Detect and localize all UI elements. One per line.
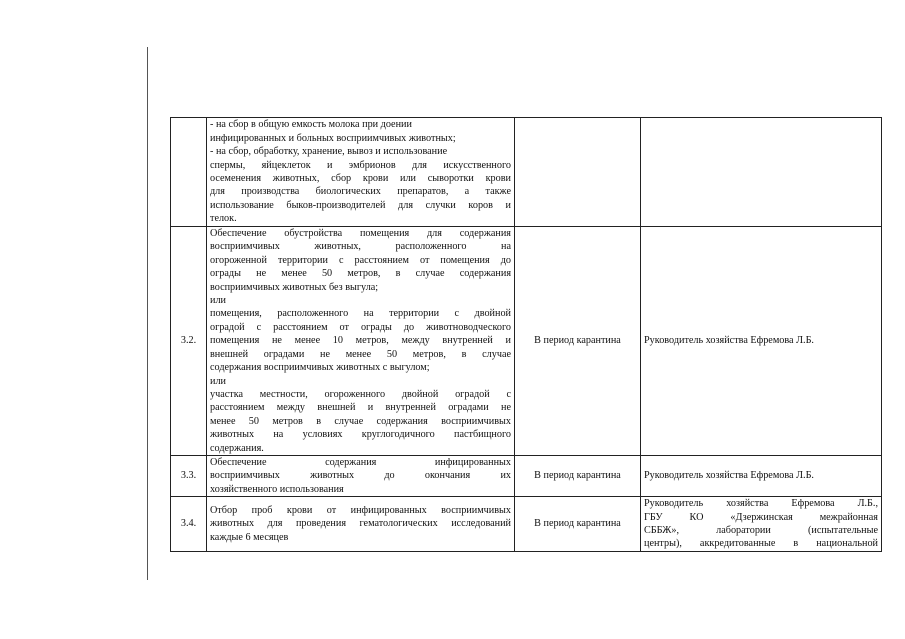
period-cell: В период карантина	[515, 227, 641, 456]
page-margin-line	[147, 47, 148, 580]
period-cell: В период карантина	[515, 497, 641, 552]
description-line: восприимчивых животных до окончания их	[210, 470, 511, 482]
description-line: Отбор проб крови от инфицированных восприимчивых	[210, 504, 511, 516]
description-cell	[207, 118, 515, 227]
description-line: участка местности, огороженного двойной оградой с	[210, 388, 511, 400]
period-cell	[515, 118, 641, 227]
description-line: восприимчивых животных, расположенного на	[210, 241, 511, 253]
responsible-cell	[641, 497, 882, 552]
row-number-cell: 3.2.	[171, 227, 207, 456]
table-row	[171, 227, 882, 456]
description-line: Обеспечение содержания инфицированных	[210, 457, 511, 468]
table-row	[171, 456, 882, 497]
description-line: животных для проведения гематологических исследований	[210, 518, 511, 530]
description-line: внешней оградами не менее 50 метров, в случае	[210, 348, 511, 360]
responsible-line: центры), аккредитованные в национальной	[644, 538, 878, 550]
description-line: спермы, яйцеклеток и эмбрионов для искусственного	[210, 159, 511, 171]
description-line: каждые 6 месяцев	[210, 531, 289, 543]
description-cell	[207, 227, 515, 456]
description-line: ограды не менее 50 метров, в случае содержания	[210, 268, 511, 280]
responsible-cell: Руководитель хозяйства Ефремова Л.Б.	[641, 227, 882, 456]
description-line: Обеспечение обустройства помещения для содержания	[210, 228, 511, 240]
description-line: - на сбор, обработку, хранение, вывоз и использование	[210, 146, 448, 158]
description-cell	[207, 497, 515, 552]
description-line: помещения не менее 10 метров, между внутренней и	[210, 335, 511, 347]
responsible-line: ГБУ КО «Дзержинская межрайонная	[644, 511, 878, 523]
description-line: - на сбор в общую емкость молока при доении	[210, 119, 412, 131]
responsible-line: СББЖ», лаборатории (испытательные	[644, 525, 878, 537]
responsible-cell: Руководитель хозяйства Ефремова Л.Б.	[641, 456, 882, 497]
description-line: использование быков-производителей для случки коров и	[210, 199, 511, 211]
description-cell	[207, 456, 515, 497]
table-row	[171, 118, 882, 227]
responsible-line: Руководитель хозяйства Ефремова Л.Б.,	[644, 498, 878, 510]
responsible-cell	[641, 118, 882, 227]
description-line: помещения, расположенного на территории с двойной	[210, 308, 511, 320]
description-line: животных на условиях круглогодичного пастбищного	[210, 429, 511, 441]
description-line: или	[210, 375, 226, 387]
description-line: или	[210, 295, 226, 307]
row-number-cell: 3.3.	[171, 456, 207, 497]
description-line: оградой с расстоянием от ограды до животноводческого	[210, 321, 511, 333]
description-line: хозяйственного использования	[210, 483, 344, 495]
description-line: расстоянием между внешней и внутренней оградами не	[210, 402, 511, 414]
description-line: огороженной территории с расстоянием от помещения до	[210, 254, 511, 266]
description-line: восприимчивых животных без выгула;	[210, 281, 379, 293]
description-line: инфицированных и больных восприимчивых животных;	[210, 132, 456, 144]
row-number-cell: 3.4.	[171, 497, 207, 552]
description-line: для производства биологических препаратов, а также	[210, 186, 511, 198]
period-cell: В период карантина	[515, 456, 641, 497]
description-line: содержания восприимчивых животных с выгулом;	[210, 362, 430, 374]
measures-table	[170, 117, 882, 552]
table-row	[171, 497, 882, 552]
description-line: телок.	[210, 213, 237, 225]
description-line: содержания.	[210, 442, 264, 454]
description-line: менее 50 метров в случае содержания восприимчивых	[210, 415, 511, 427]
description-line: осеменения животных, сбор крови или сыворотки крови	[210, 173, 511, 184]
row-number-cell	[171, 118, 207, 227]
